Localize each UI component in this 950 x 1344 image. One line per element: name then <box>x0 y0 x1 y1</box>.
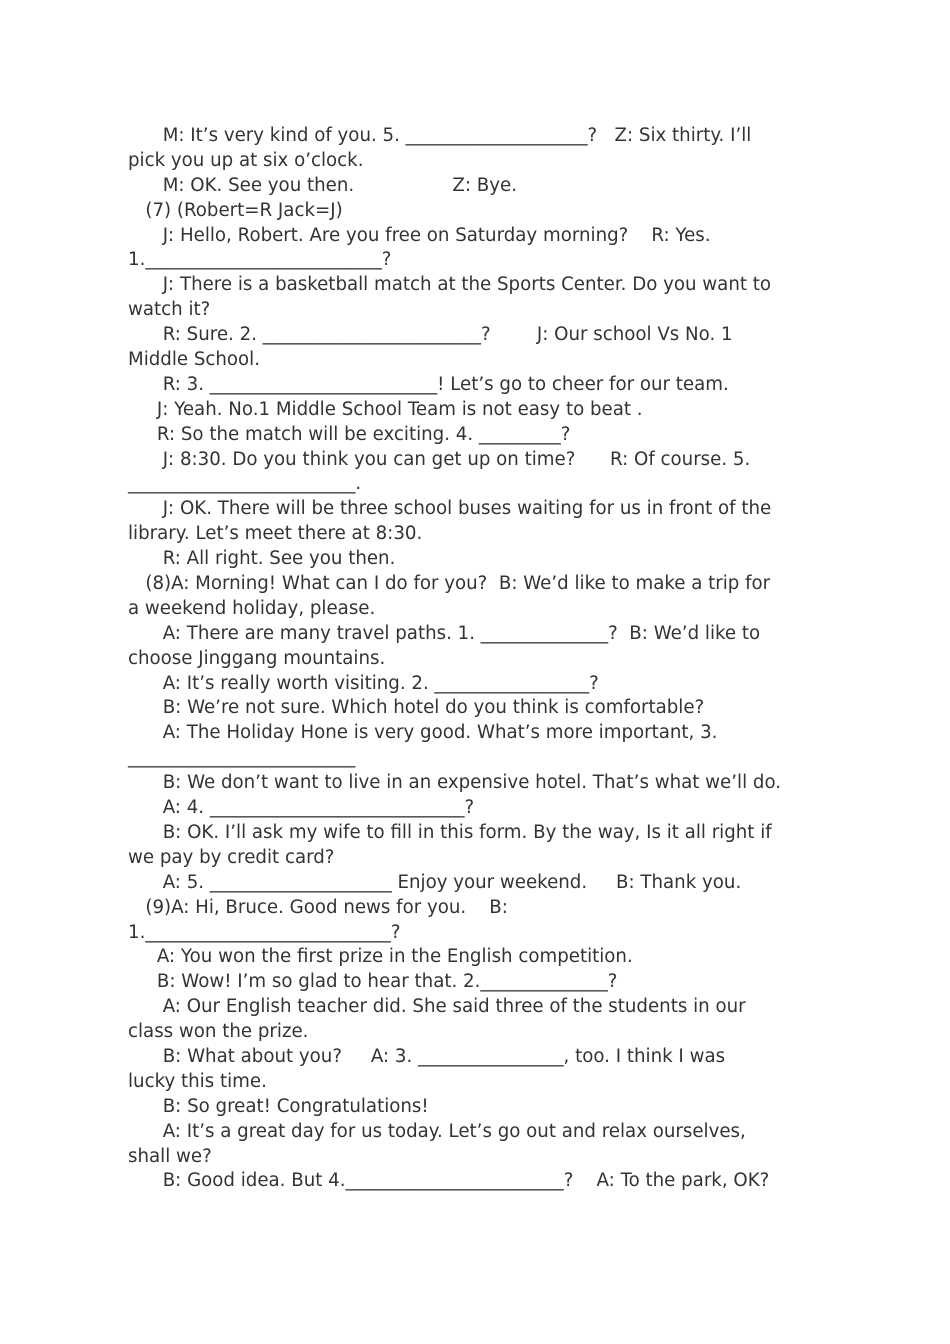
text-line: A: It’s a great day for us today. Let’s go out and relax ourselves, <box>128 1120 746 1142</box>
text-line: _________________________. <box>128 473 362 495</box>
text-line: B: We don’t want to live in an expensive hotel. That’s what we’ll do. <box>128 772 782 794</box>
text-line: A: 5. ____________________ Enjoy your weekend. B: Thank you. <box>128 871 742 893</box>
text-line: we pay by credit card? <box>128 846 335 868</box>
section-heading: (9)A: Hi, Bruce. Good news for you. B: <box>128 896 508 918</box>
text-line: 1.___________________________? <box>128 921 401 943</box>
text-line: A: There are many travel paths. 1. ______________? B: We’d like to <box>128 622 761 644</box>
text-line: A: Our English teacher did. She said three of the students in our <box>128 996 746 1018</box>
text-line: R: So the match will be exciting. 4. _________? <box>128 423 571 445</box>
text-line: R: All right. See you then. <box>128 548 396 570</box>
text-line: J: OK. There will be three school buses waiting for us in front of the <box>128 498 772 520</box>
text-line: A: The Holiday Hone is very good. What’s more important, 3. <box>128 722 718 744</box>
text-line: M: OK. See you then. Z: Bye. <box>128 174 518 196</box>
text-line: pick you up at six o’clock. <box>128 149 364 171</box>
text-line: A: You won the first prize in the English competition. <box>128 946 633 968</box>
section-heading: (7) (Robert=R Jack=J) <box>128 199 343 221</box>
text-line: a weekend holiday, please. <box>128 597 376 619</box>
text-line: 1.__________________________? <box>128 249 392 271</box>
text-line: A: 4. ____________________________? <box>128 797 475 819</box>
section-heading: (8)A: Morning! What can I do for you? B: We’d like to make a trip for <box>128 573 771 595</box>
text-line: class won the prize. <box>128 1021 309 1043</box>
text-line: B: Good idea. But 4.________________________? A: To the park, OK? <box>128 1170 770 1192</box>
text-line: B: So great! Congratulations! <box>128 1095 429 1117</box>
text-line: _________________________ <box>128 747 356 769</box>
text-line: J: There is a basketball match at the Sports Center. Do you want to <box>128 274 772 296</box>
text-line: J: Hello, Robert. Are you free on Saturday morning? R: Yes. <box>128 224 711 246</box>
text-line: choose Jinggang mountains. <box>128 647 386 669</box>
text-line: Middle School. <box>128 349 261 371</box>
text-line: M: It’s very kind of you. 5. ____________________? Z: Six thirty. I’ll <box>128 125 752 146</box>
text-line: B: Wow! I’m so glad to hear that. 2.______________? <box>128 971 618 993</box>
text-line: shall we? <box>128 1145 212 1167</box>
text-line: J: 8:30. Do you think you can get up on time? R: Of course. 5. <box>128 448 751 470</box>
text-line: A: It’s really worth visiting. 2. _________________? <box>128 672 599 694</box>
text-line: B: What about you? A: 3. ________________, too. I think I was <box>128 1045 726 1067</box>
text-line: lucky this time. <box>128 1070 267 1092</box>
text-line: B: We’re not sure. Which hotel do you think is comfortable? <box>128 697 705 719</box>
text-line: library. Let’s meet there at 8:30. <box>128 523 423 545</box>
text-line: B: OK. I’ll ask my wife to fill in this form. By the way, Is it all right if <box>128 821 772 843</box>
document-page <box>128 124 828 1194</box>
text-line: R: Sure. 2. ________________________? J: Our school Vs No. 1 <box>128 324 733 346</box>
text-line: R: 3. _________________________! Let’s go to cheer for our team. <box>128 373 729 395</box>
text-line: watch it? <box>128 299 211 321</box>
text-line: J: Yeah. No.1 Middle School Team is not easy to beat . <box>128 398 643 420</box>
